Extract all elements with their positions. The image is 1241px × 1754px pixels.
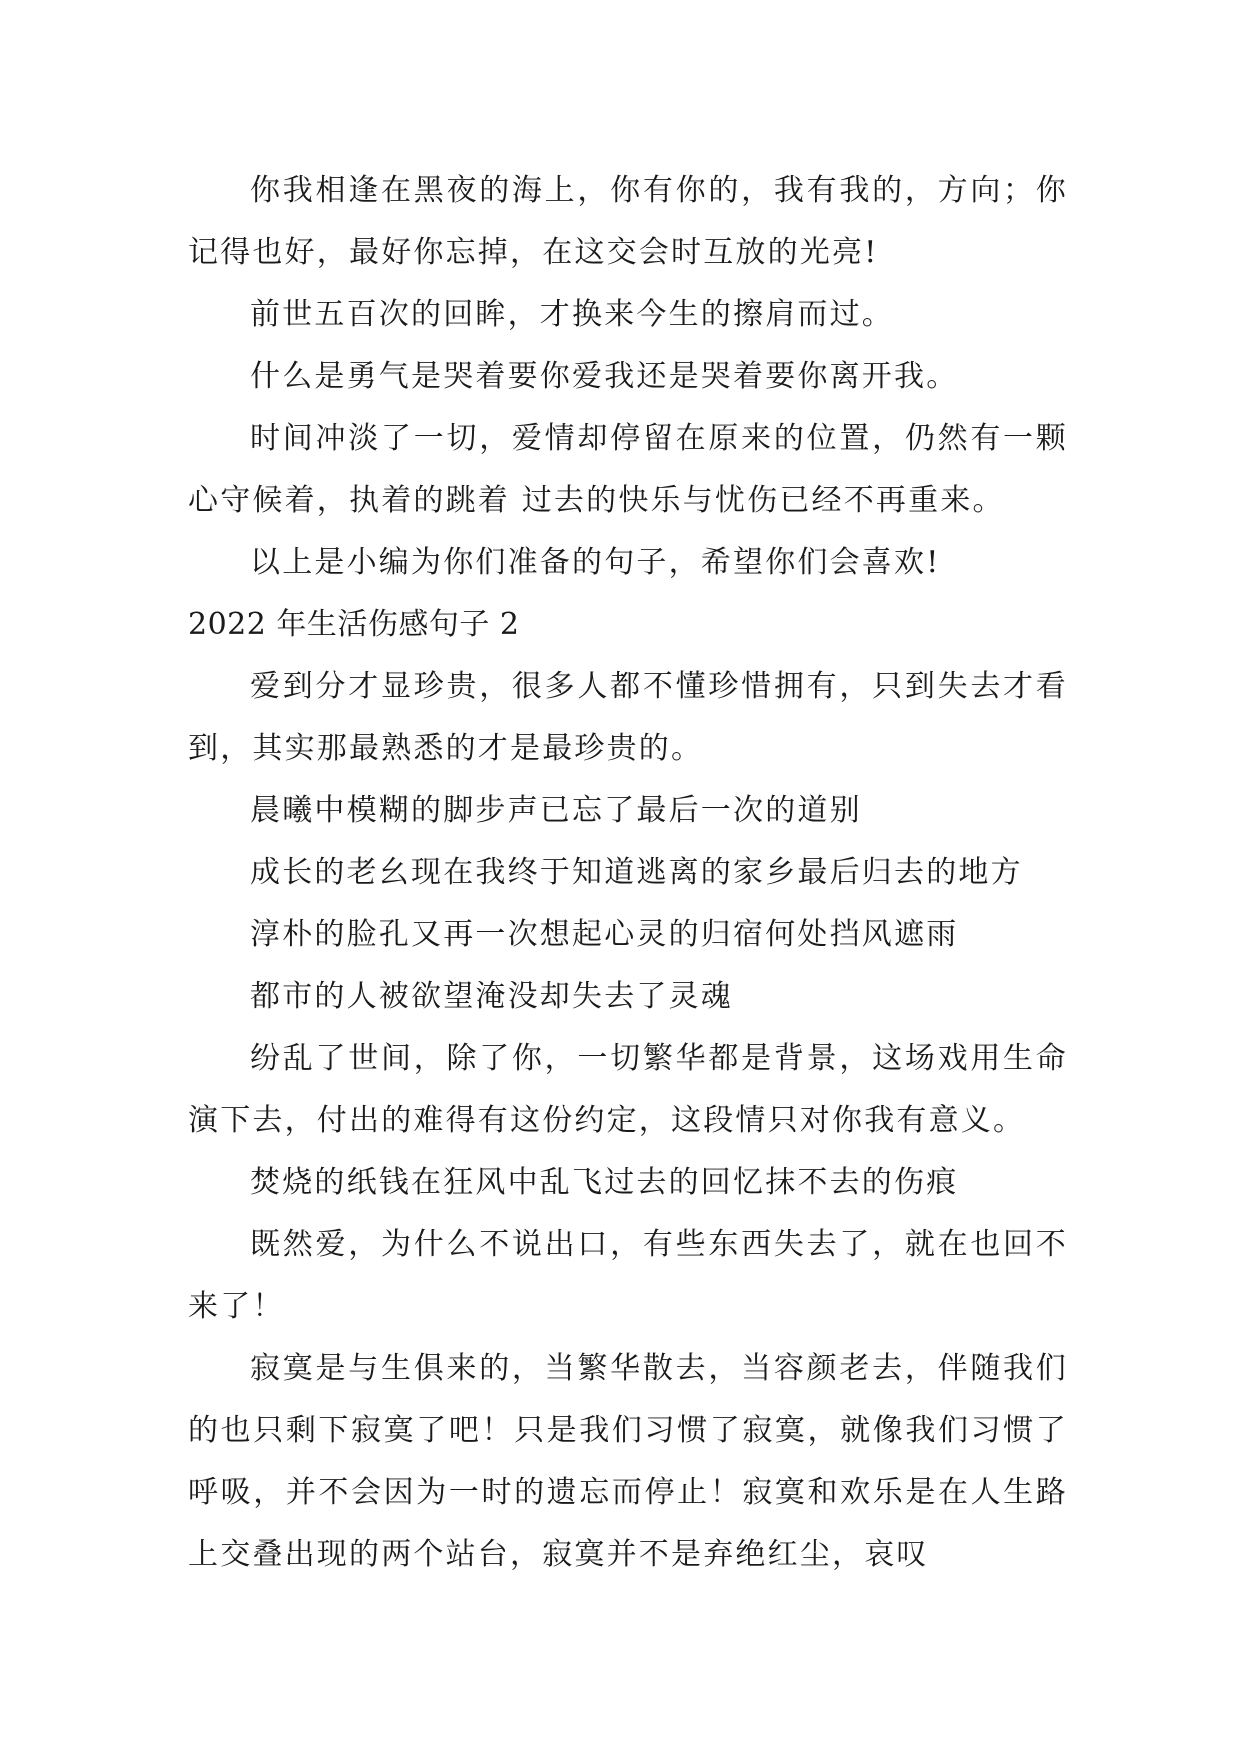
paragraph: 寂寞是与生俱来的，当繁华散去，当容颜老去，伴随我们的也只剩下寂寞了吧！只是我们习惯了寂寞，就像我们习惯了呼吸，并不会因为一时的遗忘而停止！寂寞和欢乐是在人生路上交叠出现的两个站台，寂寞并不是弃绝红尘，哀叹 (188, 1351, 1068, 1572)
paragraph: 都市的人被欲望淹没却失去了灵魂 (250, 979, 733, 1014)
paragraph: 前世五百次的回眸，才换来今生的擦肩而过。 (250, 297, 894, 332)
paragraph: 成长的老幺现在我终于知道逃离的家乡最后归去的地方 (250, 855, 1023, 890)
document-body (188, 160, 1068, 1586)
paragraph: 你我相逢在黑夜的海上，你有你的，我有我的，方向；你记得也好，最好你忘掉，在这交会时互放的光亮! (188, 173, 1068, 270)
paragraph: 以上是小编为你们准备的句子，希望你们会喜欢! (250, 545, 941, 580)
paragraph: 什么是勇气是哭着要你爱我还是哭着要你离开我。 (250, 359, 959, 394)
paragraph: 纷乱了世间，除了你，一切繁华都是背景，这场戏用生命演下去，付出的难得有这份约定，这段情只对你我有意义。 (188, 1041, 1068, 1138)
paragraph: 焚烧的纸钱在狂风中乱飞过去的回忆抹不去的伤痕 (250, 1165, 959, 1200)
section-heading: 2022 年生活伤感句子 2 (188, 607, 520, 642)
paragraph: 爱到分才显珍贵，很多人都不懂珍惜拥有，只到失去才看到，其实那最熟悉的才是最珍贵的。 (188, 669, 1068, 766)
paragraph: 淳朴的脸孔又再一次想起心灵的归宿何处挡风遮雨 (250, 917, 959, 952)
paragraph: 时间冲淡了一切，爱情却停留在原来的位置，仍然有一颗心守候着，执着的跳着 过去的快乐与忧伤已经不再重来。 (188, 421, 1068, 518)
paragraph: 既然爱，为什么不说出口，有些东西失去了，就在也回不来了！ (188, 1227, 1068, 1324)
paragraph: 晨曦中模糊的脚步声已忘了最后一次的道别 (250, 793, 862, 828)
